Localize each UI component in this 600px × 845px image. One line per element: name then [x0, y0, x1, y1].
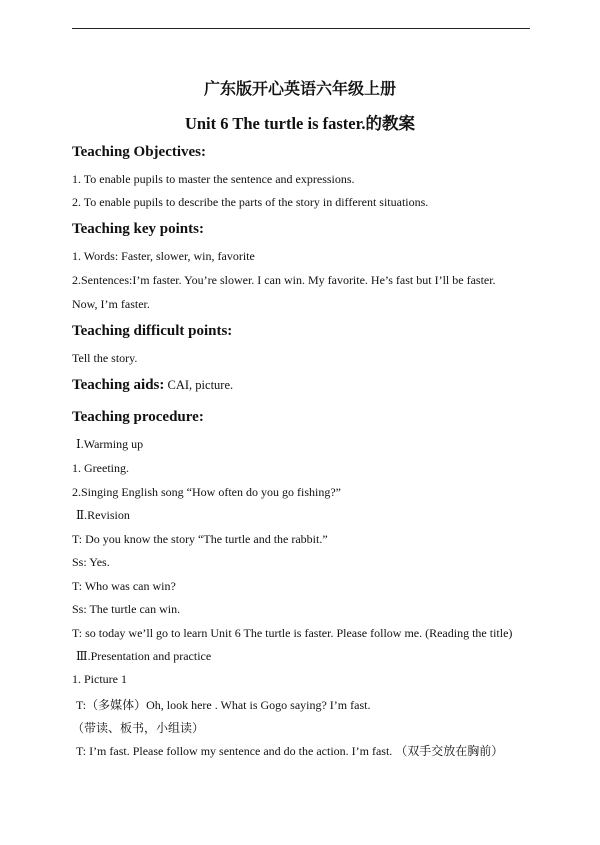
key-point-line: Now, I’m faster.: [72, 297, 150, 311]
procedure-line: 1. Greeting.: [72, 461, 129, 475]
procedure-line: Ss: The turtle can win.: [72, 602, 181, 616]
procedure-line: Ss: Yes.: [72, 555, 110, 569]
procedure-line: T: so today we’ll go to learn Unit 6 The turtle is faster. Please follow me. (Reading the title): [72, 626, 513, 640]
procedure-line: 2.Singing English song “How often do you go fishing?”: [72, 485, 341, 499]
procedure-line: T: I’m fast. Please follow my sentence and do the action. I’m fast. （双手交放在胸前）: [76, 744, 504, 758]
heading-teaching-aids: [72, 377, 233, 394]
difficult-point-line: Tell the story.: [72, 351, 138, 365]
procedure-line: T: Do you know the story “The turtle and the rabbit.”: [72, 532, 328, 546]
procedure-line: 1. Picture 1: [72, 672, 127, 686]
procedure-line: Ⅱ.Revision: [76, 508, 130, 522]
procedure-line: （带读、板书，小组读）: [72, 721, 205, 735]
teaching-aids-text: CAI, picture.: [164, 378, 234, 392]
procedure-line: Ⅰ.Warming up: [76, 437, 144, 451]
procedure-line: T: Who was can win?: [72, 579, 176, 593]
objective-line: 2. To enable pupils to describe the parts of the story in different situations.: [72, 195, 429, 209]
teaching-aids-label: Teaching aids:: [72, 377, 165, 393]
header-rule: [72, 28, 530, 29]
procedure-line: Ⅲ.Presentation and practice: [76, 649, 212, 663]
key-point-line: 1. Words: Faster, slower, win, favorite: [72, 249, 255, 263]
document-title-chinese: 广东版开心英语六年级上册: [203, 81, 396, 98]
heading-teaching-difficult-points: Teaching difficult points:: [72, 323, 233, 339]
document-title-english: Unit 6 The turtle is faster.的教案: [184, 114, 416, 133]
heading-teaching-key-points: Teaching key points:: [72, 221, 204, 237]
procedure-line: T:（多媒体）Oh, look here . What is Gogo saying? I’m fast.: [76, 698, 371, 712]
key-point-line: 2.Sentences:I’m faster. You’re slower. I can win. My favorite. He’s fast but I’ll be faster.: [72, 273, 496, 287]
objective-line: 1. To enable pupils to master the sentence and expressions.: [72, 172, 355, 186]
heading-teaching-objectives: Teaching Objectives:: [72, 144, 207, 160]
heading-teaching-procedure: Teaching procedure:: [72, 409, 204, 425]
